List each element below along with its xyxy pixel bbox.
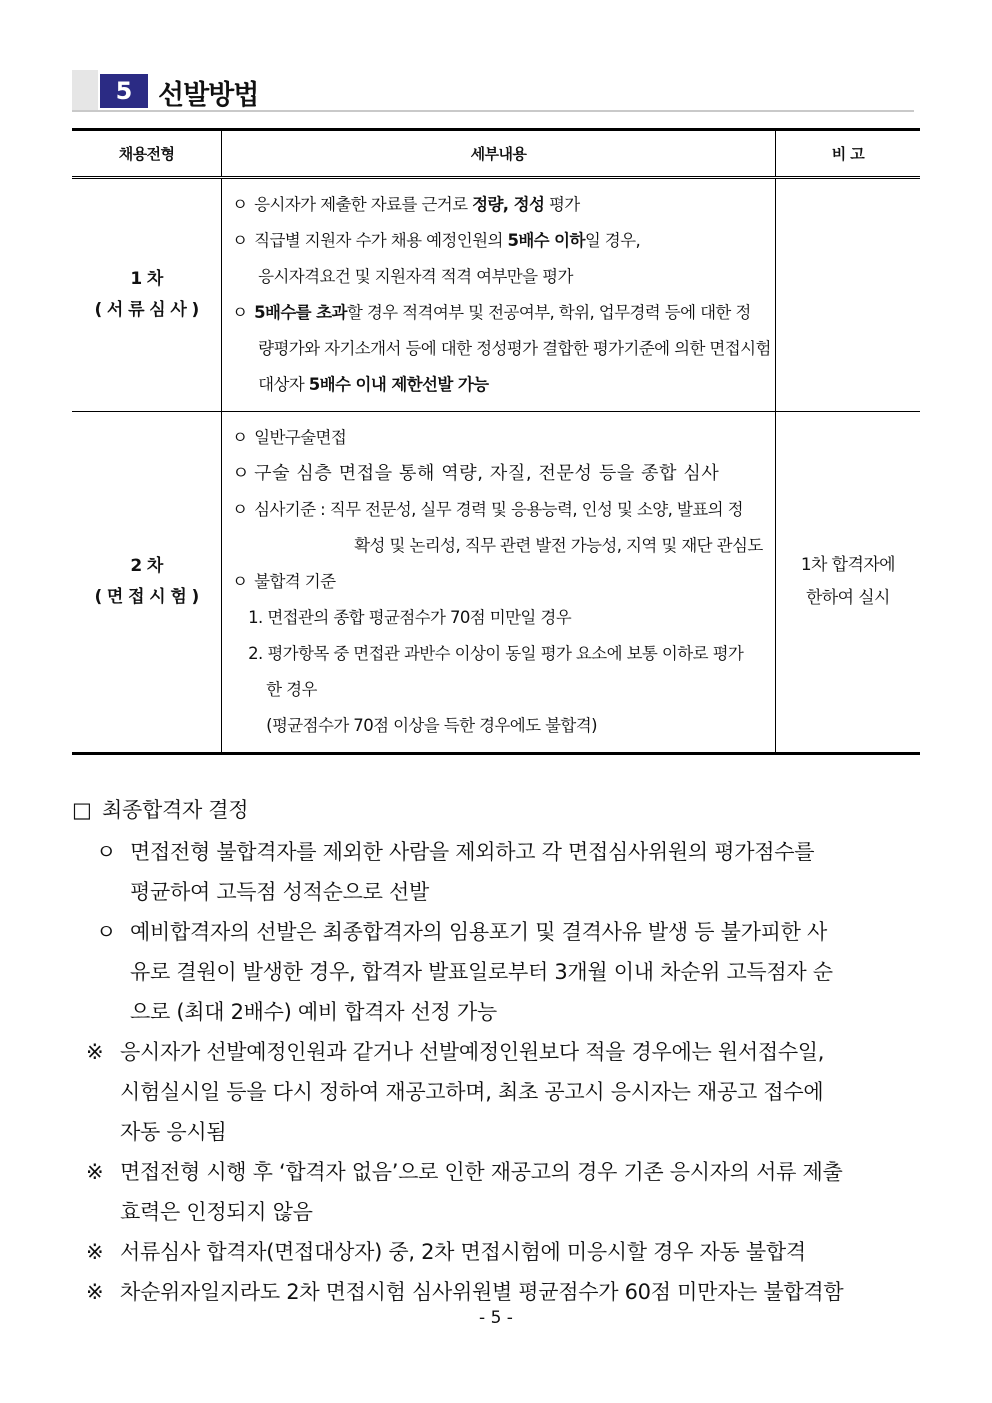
list-item: 한 경우: [266, 680, 317, 699]
note-item: ※ 면접전형 시행 후 ‘합격자 없음’으로 인한 재공고의 경우 기존 응시자의 서류 제출 효력은 인정되지 않음: [72, 1152, 922, 1232]
note-item: ※ 서류심사 합격자(면접대상자) 중, 2차 면접시험에 미응시할 경우 자동 불합격: [72, 1232, 922, 1272]
note-text: 1차 합격자에: [800, 555, 895, 575]
section-title: 선발방법: [158, 80, 259, 111]
note-cell: [775, 412, 920, 754]
reference-mark-icon: ※: [86, 1240, 104, 1264]
header-detail: 세부내용: [222, 130, 776, 178]
detail-cell: [222, 178, 776, 412]
table-header-row: [72, 130, 920, 178]
list-item: (평균점수가 70점 이상을 득한 경우에도 불합격): [266, 716, 597, 735]
stage-cell: [72, 178, 222, 412]
reference-mark-icon: ※: [86, 1280, 104, 1304]
stage-label: 1 차: [130, 269, 163, 289]
list-item: 확성 및 논리성, 직무 관련 발전 가능성, 지역 및 재단 관심도: [354, 536, 763, 555]
list-item: ㅇ 구술 심층 면접을 통해 역량, 자질, 전문성 등을 종합 심사: [232, 463, 720, 484]
circle-bullet-icon: ㅇ: [96, 840, 116, 864]
note-item: ※ 응시자가 선발예정인원과 같거나 선발예정인원보다 적을 경우에는 원서접수일, 시험실시일 등을 다시 정하여 재공고하며, 최초 공고시 응시자는 재공고 접수에 자동 응시됨: [72, 1032, 922, 1152]
list-item: ㅇ 심사기준 : 직무 전문성, 실무 경력 및 응용능력, 인성 및 소양, 발표의 정: [232, 500, 743, 519]
table-row: [72, 412, 920, 754]
list-item: ㅇ 응시자가 제출한 자료를 근거로 정량, 정성 평가: [232, 195, 580, 214]
final-selection-section: [72, 790, 922, 1312]
stage-label: 2 차: [130, 556, 163, 576]
selection-table: [72, 128, 920, 755]
stage-sublabel: ( 면 접 시 험 ): [94, 587, 199, 607]
list-item: 응시자격요건 및 지원자격 적격 여부만을 평가: [258, 267, 573, 286]
list-item: ㅇ 5배수를 초과할 경우 적격여부 및 전공여부, 학위, 업무경력 등에 대한 정: [232, 303, 751, 322]
list-item: 1. 면접관의 종합 평균점수가 70점 미만일 경우: [248, 608, 572, 627]
list-item: ㅇ 일반구술면접: [232, 428, 347, 447]
reference-mark-icon: ※: [86, 1160, 104, 1184]
checkbox-square-icon: □: [72, 798, 92, 822]
final-heading: □ 최종합격자 결정: [72, 790, 922, 830]
list-item: ㅇ 직급별 지원자 수가 채용 예정인원의 5배수 이하일 경우,: [232, 231, 641, 250]
list-item: ㅇ 예비합격자의 선발은 최종합격자의 임용포기 및 결격사유 발생 등 불가피한 사 유로 결원이 발생한 경우, 합격자 발표일로부터 3개월 이내 차순위 고득점자 순 으로 (최대 2배수) 예비 합격자 선정 가능: [72, 912, 922, 1032]
stage-cell: [72, 412, 222, 754]
list-item: ㅇ 불합격 기준: [232, 572, 336, 591]
section-header: [72, 70, 914, 112]
note-item: ※ 차순위자일지라도 2차 면접시험 심사위원별 평균점수가 60점 미만자는 불합격함: [72, 1272, 922, 1312]
note-cell: [775, 178, 920, 412]
detail-cell: [222, 412, 776, 754]
header-note: 비 고: [775, 130, 920, 178]
list-item: 대상자 5배수 이내 제한선발 가능: [258, 375, 489, 394]
note-text: 한하여 실시: [805, 588, 890, 608]
reference-mark-icon: ※: [86, 1040, 104, 1064]
list-item: 2. 평가항목 중 면접관 과반수 이상이 동일 평가 요소에 보통 이하로 평가: [248, 644, 744, 663]
list-item: 량평가와 자기소개서 등에 대한 정성평가 결합한 평가기준에 의한 면접시험: [258, 339, 771, 358]
header-stage: 채용전형: [72, 130, 222, 178]
list-item: ㅇ 면접전형 불합격자를 제외한 사람을 제외하고 각 면접심사위원의 평가점수를 평균하여 고득점 성적순으로 선발: [72, 832, 922, 912]
section-number: 5: [100, 74, 148, 108]
stage-sublabel: ( 서 류 심 사 ): [94, 300, 199, 320]
page-number: - 5 -: [479, 1308, 513, 1328]
circle-bullet-icon: ㅇ: [96, 920, 116, 944]
table-row: [72, 178, 920, 412]
